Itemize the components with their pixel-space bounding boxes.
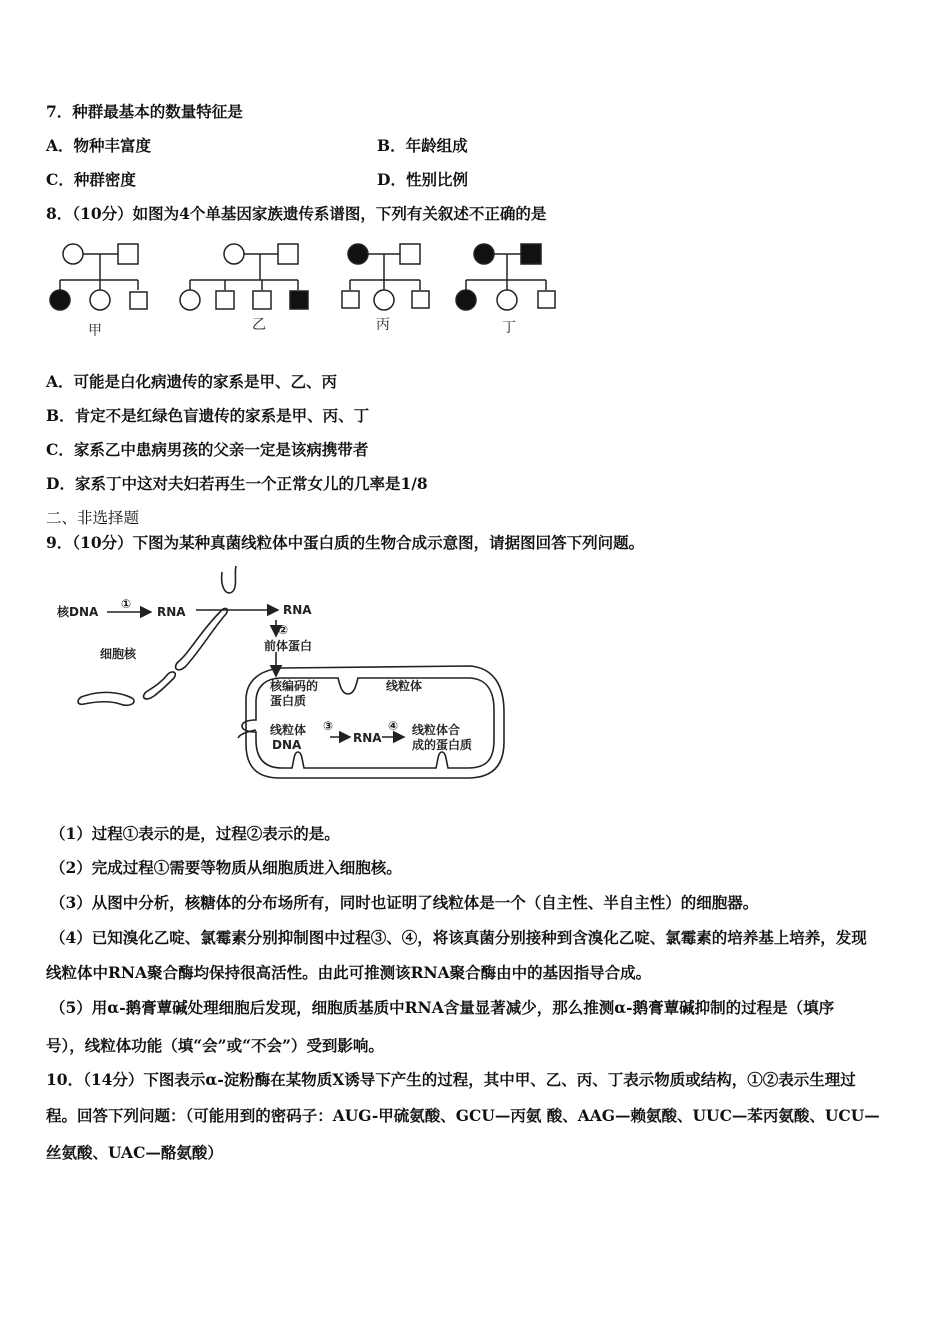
mitochondria-protein-diagram	[50, 562, 520, 790]
q8-option-c: C．家系乙中患病男孩的父亲一定是该病携带者	[46, 440, 369, 459]
q7-option-d: D．性别比例	[377, 170, 468, 189]
q7-option-b: B．年龄组成	[377, 136, 468, 155]
pedigree-bing	[342, 244, 429, 310]
diagram-rna-c: RNA	[353, 731, 382, 745]
diagram-mito-dna-2: DNA	[272, 738, 302, 752]
section-heading: 二、非选择题	[46, 509, 140, 527]
diagram-rna-a: RNA	[157, 605, 186, 619]
q8-option-b: B．肯定不是红绿色盲遗传的家系是甲、丙、丁	[46, 406, 370, 425]
pedigree-label-ding: 丁	[502, 320, 516, 336]
q9-sub5-line2: 号），线粒体功能（填“会”或“不会”）受到影响。	[46, 1036, 384, 1055]
diagram-mito-protein-2: 成的蛋白质	[412, 738, 473, 752]
pedigree-label-jia: 甲	[88, 323, 102, 339]
q7-stem: 7．种群最基本的数量特征是	[46, 102, 243, 121]
q8-stem: 8．（10分）如图为4个单基因家族遗传系谱图，下列有关叙述不正确的是	[46, 204, 547, 223]
diagram-nucleus: 细胞核	[100, 647, 137, 661]
q10-line3: 丝氨酸、UAC—酪氨酸）	[46, 1143, 223, 1162]
pedigree-label-yi: 乙	[252, 317, 266, 333]
pedigree-jia	[50, 244, 147, 310]
q9-sub5-line1: （5）用α-鹅膏蕈碱处理细胞后发现，细胞质基质中RNA含量显著减少，那么推测α-鹅膏蕈碱抑制的过程是（填序	[50, 998, 835, 1017]
diagram-mito-dna-1: 线粒体	[270, 723, 307, 737]
q9-sub3: （3）从图中分析，核糖体的分布场所有，同时也证明了线粒体是一个（自主性、半自主性）的细胞器。	[50, 893, 759, 912]
pedigree-yi	[180, 244, 308, 310]
diagram-precursor-protein: 前体蛋白	[264, 639, 313, 653]
diagram-step-1: ①	[121, 597, 132, 611]
diagram-mito-label: 线粒体	[386, 679, 423, 693]
diagram-step-3: ③	[323, 719, 334, 733]
diagram-nuclear-dna: 核DNA	[57, 605, 99, 619]
diagram-nuclear-protein-2: 蛋白质	[270, 694, 307, 708]
q8-option-a: A．可能是白化病遗传的家系是甲、乙、丙	[46, 372, 338, 391]
q7-option-c: C．种群密度	[46, 170, 136, 189]
diagram-step-4: ④	[388, 719, 399, 733]
pedigree-ding	[456, 244, 555, 310]
q7-option-a: A．物种丰富度	[46, 136, 152, 155]
diagram-rna-b: RNA	[283, 603, 312, 617]
pedigree-charts	[40, 232, 570, 344]
q9-sub1: （1）过程①表示的是，过程②表示的是。	[50, 824, 340, 843]
diagram-step-2: ②	[278, 623, 289, 637]
q9-sub4-line2: 线粒体中RNA聚合酶均保持很高活性。由此可推测该RNA聚合酶由中的基因指导合成。	[46, 963, 652, 982]
q9-sub4-line1: （4）已知溴化乙啶、氯霉素分别抑制图中过程③、④，将该真菌分别接种到含溴化乙啶、氯霉素的培养基上培养，发现	[50, 928, 867, 947]
q9-sub2: （2）完成过程①需要等物质从细胞质进入细胞核。	[50, 858, 402, 877]
pedigree-label-bing: 丙	[376, 317, 390, 333]
diagram-nuclear-protein-1: 核编码的	[270, 679, 319, 693]
q10-line2: 程。回答下列问题：（可能用到的密码子：AUG-甲硫氨酸、GCU—丙氨 酸、AAG—赖氨酸、UUC—苯丙氨酸、UCU—	[46, 1106, 880, 1125]
q9-stem: 9．（10分）下图为某种真菌线粒体中蛋白质的生物合成示意图，请据图回答下列问题。	[46, 533, 645, 552]
diagram-mito-protein-1: 线粒体合	[412, 723, 461, 737]
q10-line1: 10．（14分）下图表示α-淀粉酶在某物质X诱导下产生的过程，其中甲、乙、丙、丁表示物质或结构，①②表示生理过	[46, 1070, 856, 1089]
q8-option-d: D．家系丁中这对夫妇若再生一个正常女儿的几率是1/8	[46, 474, 428, 493]
